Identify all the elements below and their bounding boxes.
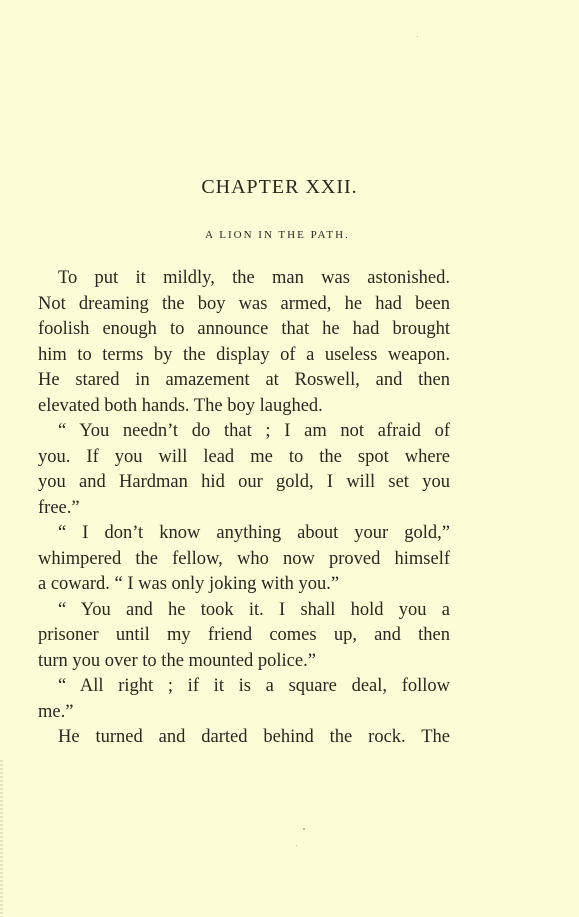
text-line: “ You needn’t do that ; I am not afraid of — [58, 421, 450, 441]
text-line: turn you over to the mounted police.” — [38, 650, 316, 671]
text-line: you and Hardman hid our gold, I will set you — [38, 472, 450, 492]
paper-speck — [296, 845, 297, 846]
page-edge — [0, 760, 3, 917]
text-line: Not dreaming the boy was armed, he had been — [38, 293, 450, 314]
text-line: “ I don’t know anything about your gold,” — [58, 523, 450, 543]
text-line: me.” — [38, 701, 74, 722]
text-line: free.” — [38, 497, 80, 518]
text-line: foolish enough to announce that he had brought — [38, 319, 450, 339]
text-line: To put it mildly, the man was astonished. — [58, 268, 450, 288]
body-text — [38, 266, 450, 751]
text-line: He stared in amazement at Roswell, and then — [38, 370, 450, 390]
paper-speck — [417, 36, 418, 37]
paper-speck — [303, 828, 305, 830]
text-line: whimpered the fellow, who now proved himself — [38, 548, 450, 569]
text-line: you. If you will lead me to the spot where — [38, 446, 450, 467]
text-line: prisoner until my friend comes up, and then — [38, 625, 450, 645]
text-line: a coward. “ I was only joking with you.” — [38, 574, 340, 594]
text-line: “ All right ; if it is a square deal, follow — [58, 676, 450, 696]
text-line: elevated both hands. The boy laughed. — [38, 395, 323, 416]
chapter-title: CHAPTER XXII. — [201, 176, 358, 198]
text-line: him to terms by the display of a useless weapon. — [38, 344, 450, 365]
chapter-subtitle: A LION IN THE PATH. — [205, 229, 350, 241]
text-line: “ You and he took it. I shall hold you a — [58, 599, 450, 620]
text-line: He turned and darted behind the rock. The — [58, 727, 450, 747]
